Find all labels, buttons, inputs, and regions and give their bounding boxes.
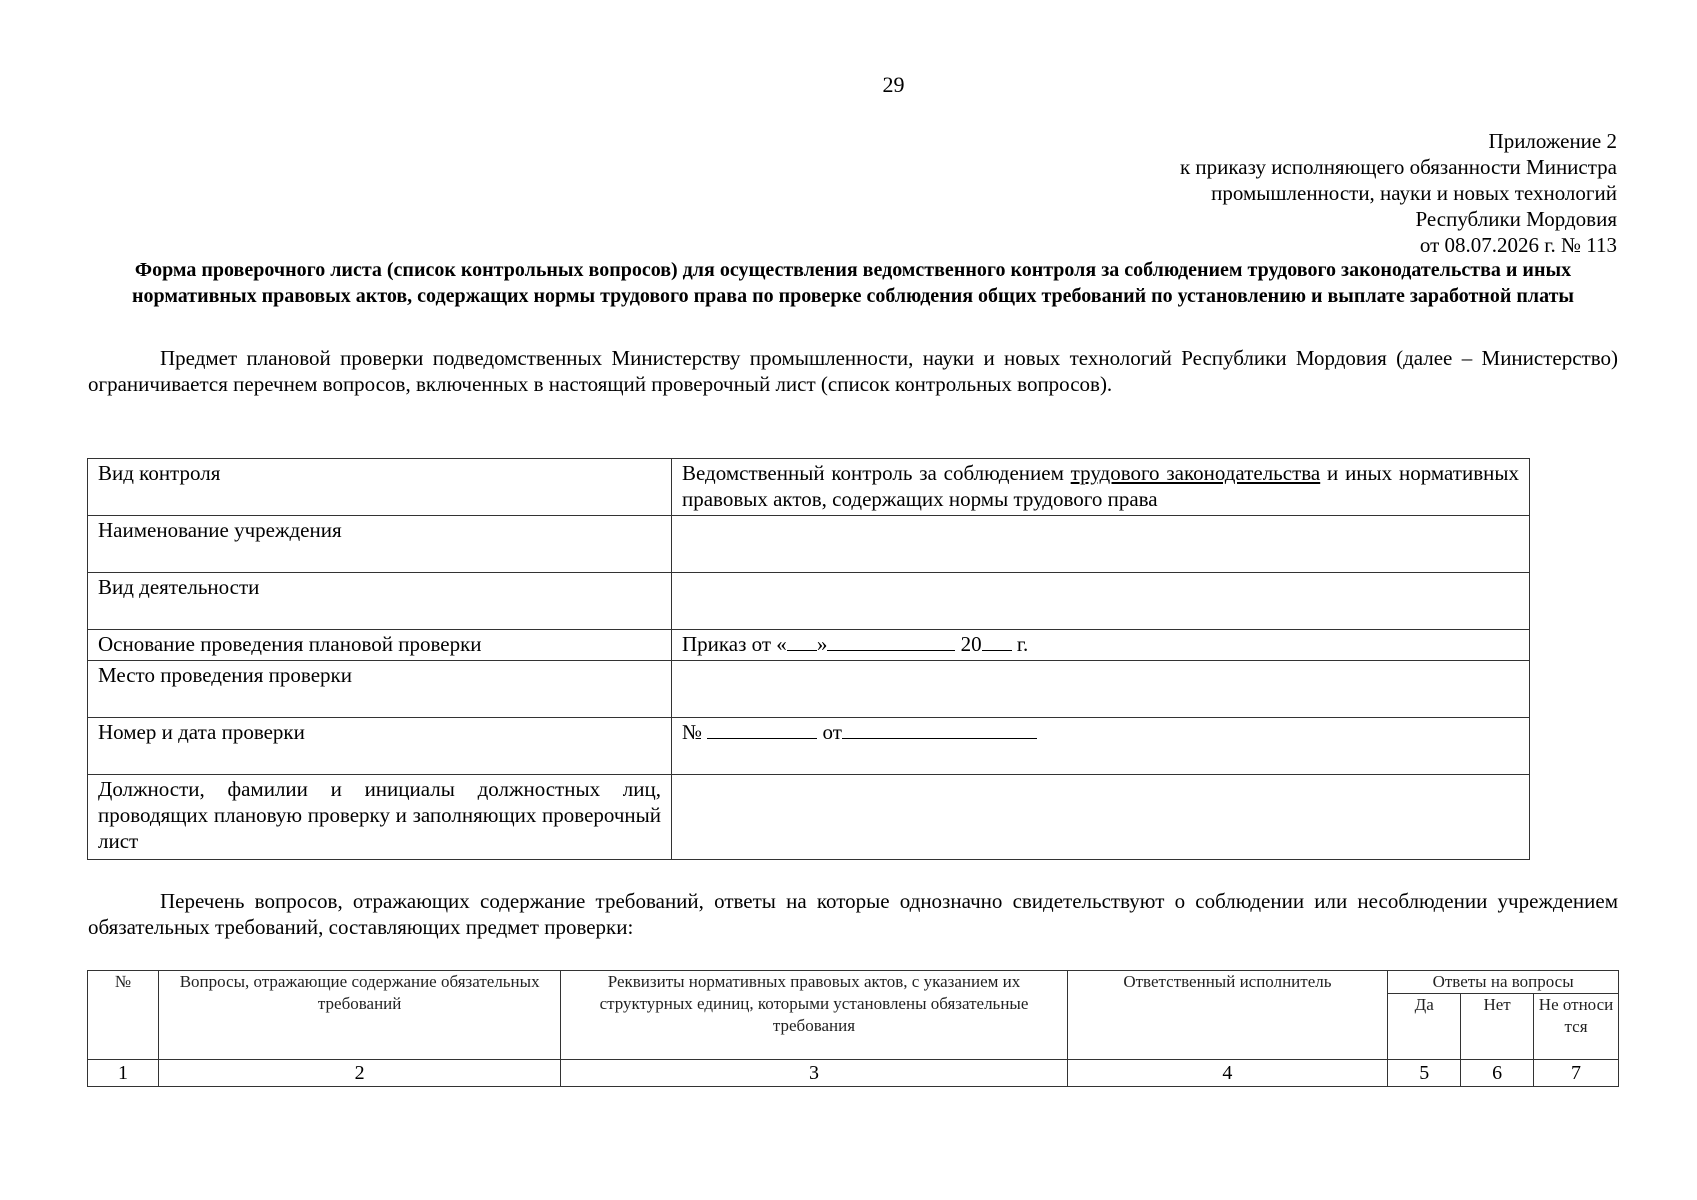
intro-paragraph <box>88 345 1618 397</box>
basis-field[interactable] <box>672 630 1530 661</box>
column-number: 2 <box>158 1060 560 1087</box>
date-blank[interactable] <box>842 720 1037 739</box>
header-num: № <box>88 971 159 1060</box>
intro-text: Предмет плановой проверки подведомственных Министерству промышленности, науки и новых технологий Республики Мордовия (далее – Министерство) ограничивается перечнем вопросов, включенных в настоящий проверочный лист (список контрольных вопросов). <box>88 346 1618 396</box>
number-date-label: Номер и дата проверки <box>88 718 672 775</box>
column-number: 4 <box>1067 1060 1388 1087</box>
questions-list-intro-text: Перечень вопросов, отражающих содержание требований, ответы на которые однозначно свидетельствуют о соблюдении или несоблюдении учреждением обязательных требований, составляющих предмет проверки: <box>88 889 1618 939</box>
header-questions: Вопросы, отражающие содержание обязательных требований <box>158 971 560 1060</box>
column-number: 7 <box>1534 1060 1619 1087</box>
appendix-line: от 08.07.2026 г. № 113 <box>1419 233 1617 257</box>
column-number: 1 <box>88 1060 159 1087</box>
questions-list-intro <box>88 888 1618 940</box>
info-row-basis <box>88 630 1530 661</box>
year-suffix: г. <box>1016 632 1029 656</box>
column-number: 6 <box>1461 1060 1534 1087</box>
year-blank[interactable] <box>982 632 1012 651</box>
day-blank[interactable] <box>787 632 817 651</box>
place-field[interactable] <box>672 661 1530 718</box>
info-row-control-type <box>88 459 1530 516</box>
appendix-line: к приказу исполняющего обязанности Министра <box>1179 155 1617 179</box>
number-sign: № <box>682 720 703 744</box>
header-executor: Ответственный исполнитель <box>1067 971 1388 1060</box>
header-requisites: Реквизиты нормативных правовых актов, с указанием их структурных единиц, которыми установлены обязательные требования <box>561 971 1067 1060</box>
appendix-line: Республики Мордовия <box>1415 207 1617 231</box>
control-type-value <box>672 459 1530 516</box>
header-not-applicable: Не относится <box>1534 994 1619 1060</box>
number-date-field[interactable] <box>672 718 1530 775</box>
year-prefix: 20 <box>960 632 982 656</box>
activity-type-label: Вид деятельности <box>88 573 672 630</box>
control-type-text-end: и иных нормативных правовых актов, содержащих нормы трудового права <box>682 461 1519 511</box>
appendix-block <box>1180 128 1617 258</box>
column-numbers-row <box>88 1060 1619 1087</box>
info-row-place <box>88 661 1530 718</box>
questions-table <box>87 970 1619 1087</box>
from-word: от <box>822 720 842 744</box>
quote-close: » <box>816 632 828 656</box>
questions-header-row <box>88 971 1619 994</box>
labor-law-link: трудового законодательства <box>1070 461 1321 485</box>
number-blank[interactable] <box>707 720 817 739</box>
month-blank[interactable] <box>827 632 955 651</box>
officials-label: Должности, фамилии и инициалы должностных лиц, проводящих плановую проверку и заполняющих проверочный лист <box>88 775 672 860</box>
control-type-text: Ведомственный контроль за соблюдением <box>682 461 1071 485</box>
info-row-number-date <box>88 718 1530 775</box>
column-number: 5 <box>1388 1060 1461 1087</box>
info-row-institution <box>88 516 1530 573</box>
place-label: Место проведения проверки <box>88 661 672 718</box>
info-row-officials <box>88 775 1530 860</box>
form-title: Форма проверочного листа (список контрольных вопросов) для осуществления ведомственного контроля за соблюдением трудового законодательства и иных нормативных правовых актов, содержащих нормы трудового права по проверке соблюдения общих требований по установлению и выплате заработной платы <box>131 259 1575 307</box>
appendix-line: промышленности, науки и новых технологий <box>1211 181 1617 205</box>
page-number: 29 <box>882 72 905 97</box>
officials-field[interactable] <box>672 775 1530 860</box>
activity-type-field[interactable] <box>672 573 1530 630</box>
header-no: Нет <box>1461 994 1534 1060</box>
info-row-activity <box>88 573 1530 630</box>
institution-name-label: Наименование учреждения <box>88 516 672 573</box>
control-type-label: Вид контроля <box>88 459 672 516</box>
column-number: 3 <box>561 1060 1067 1087</box>
institution-name-field[interactable] <box>672 516 1530 573</box>
header-yes: Да <box>1388 994 1461 1060</box>
order-prefix: Приказ от « <box>682 632 787 656</box>
appendix-line: Приложение 2 <box>1488 129 1617 153</box>
inspection-info-table <box>87 458 1530 860</box>
basis-label: Основание проведения плановой проверки <box>88 630 672 661</box>
header-answers: Ответы на вопросы <box>1388 971 1619 994</box>
